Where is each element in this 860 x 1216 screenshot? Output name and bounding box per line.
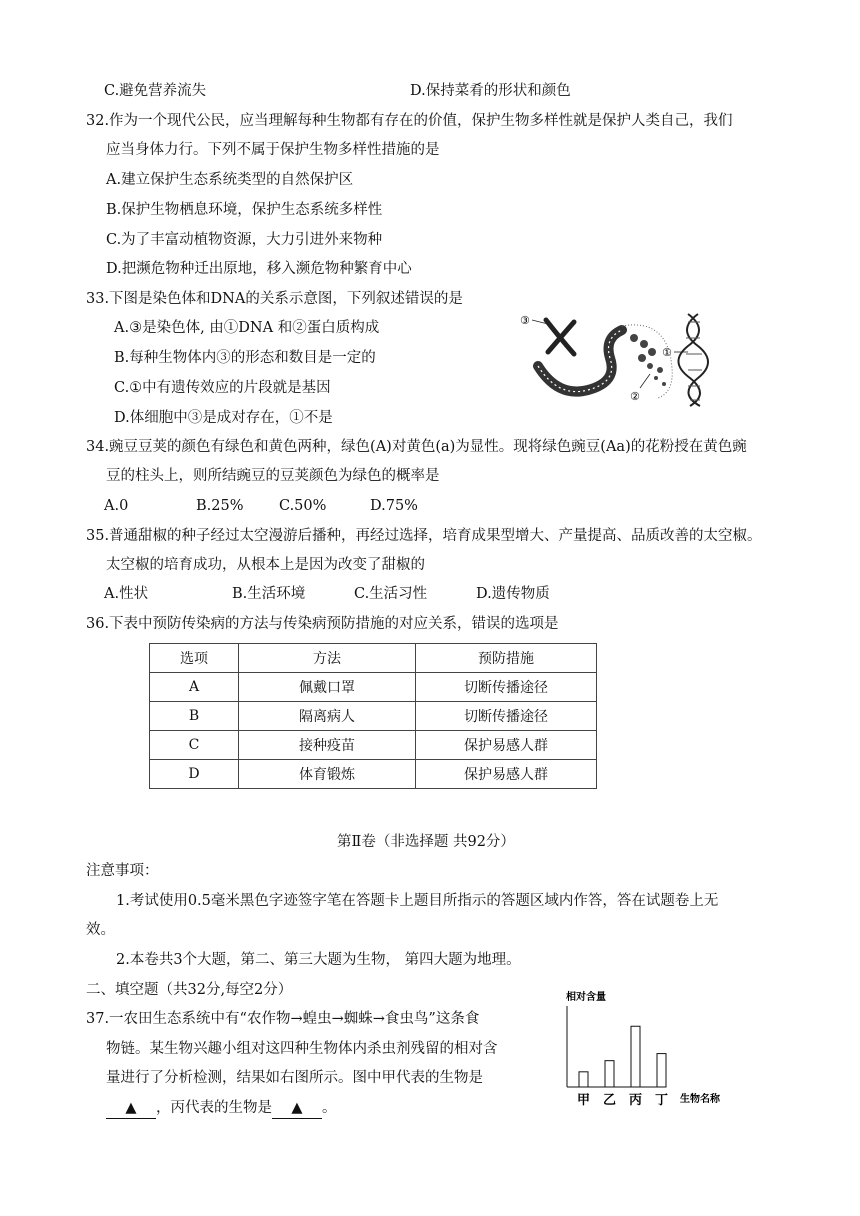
q34-option-a: A.0 [104,498,129,514]
q33-option-b: B.每种生物体内③的形态和数目是一定的 [114,350,376,366]
q37-line-1: 37.一农田生态系统中有“农作物→蝗虫→蜘蛛→食虫鸟”这条食 [86,1011,480,1027]
q32-option-d: D.把濒危物种迁出原地，移入濒危物种繁育中心 [106,261,412,277]
q35-option-b: B.生活环境 [232,586,306,602]
cell-measure: 切断传播途径 [416,673,597,702]
q35-stem-cont: 太空椒的培育成功，从根本上是因为改变了甜椒的 [106,557,425,573]
q31-option-d: D.保持菜肴的形状和颜色 [410,83,571,99]
section-heading: 二、填空题（共32分,每空2分） [86,982,293,998]
q33-stem: 33.下图是染色体和DNA的关系示意图，下列叙述错误的是 [86,291,463,307]
q37-line-3: 量进行了分析检测，结果如右图所示。图中甲代表的生物是 [106,1070,483,1086]
q33-option-c: C.①中有遗传效应的片段就是基因 [114,380,331,396]
cell-method: 接种疫苗 [239,731,416,760]
q34-stem: 34.豌豆豆荚的颜色有绿色和黄色两种，绿色(A)对黄色(a)为显性。现将绿色豌豆(Aa)的花粉授在黄色豌 [86,439,747,455]
cell-method: 隔离病人 [239,702,416,731]
q36-stem: 36.下表中预防传染病的方法与传染病预防措施的对应关系，错误的选项是 [86,616,559,632]
q34-option-d: D.75% [370,498,418,514]
category-label: 丙 [628,1093,643,1108]
cell-method: 佩戴口罩 [239,673,416,702]
fig-label-3: ③ [520,314,530,327]
cell-measure: 保护易感人群 [416,731,597,760]
residue-bar-chart [556,988,736,1112]
cell-option: B [150,702,239,731]
category-label: 丁 [654,1093,669,1108]
col-header-option: 选项 [150,644,239,673]
q37-line-4-text: ，丙代表的生物是 [156,1100,272,1116]
table-row [150,673,597,702]
part2-title: 第Ⅱ卷（非选择题 共92分） [337,834,515,850]
coiled-fiber [538,330,622,392]
table-row [150,760,597,789]
q31-option-c: C.避免营养流失 [104,83,207,99]
q32-option-c: C.为了丰富动植物资源，大力引进外来物种 [106,232,383,248]
chromosome-shape [546,320,574,354]
notice-item-2: 2.本卷共3个大题，第二、第三大题为生物， 第四大题为地理。 [116,952,521,968]
q32-option-b: B.保护生物栖息环境，保护生态系统多样性 [106,202,383,218]
cell-measure: 切断传播途径 [416,702,597,731]
blank-mark-icon: ▲ [291,1100,303,1116]
bar-甲 [579,1072,588,1087]
q35-option-d: D.遗传物质 [476,586,550,602]
fig-label-2: ② [630,390,640,403]
q37-line-4 [106,1098,337,1119]
chart-ylabel: 相对含量 [566,992,606,1003]
bar-丁 [657,1054,666,1087]
table-row [150,702,597,731]
q37-line-2: 物链。某生物兴趣小组对这四种生物体内杀虫剂残留的相对含 [106,1041,498,1057]
dna-helix [678,314,708,406]
q34-option-c: C.50% [279,498,327,514]
cell-method: 体育锻炼 [239,760,416,789]
fig-label-1: ① [662,346,672,359]
notice-heading: 注意事项： [86,863,159,879]
cell-option: A [150,673,239,702]
q34-stem-cont: 豆的柱头上，则所结豌豆的豆荚颜色为绿色的概率是 [106,468,440,484]
col-header-measure: 预防措施 [416,644,597,673]
cell-option: D [150,760,239,789]
q37-line-4-end: 。 [322,1100,337,1116]
table-row [150,731,597,760]
bar-乙 [605,1061,614,1087]
cell-option: C [150,731,239,760]
category-label: 甲 [576,1093,591,1108]
notice-item-1: 1.考试使用0.5毫米黑色字迹签字笔在答题卡上题目所指示的答题区域内作答，答在试题卷上无 [116,893,719,909]
q35-stem: 35.普通甜椒的种子经过太空漫游后播种，再经过选择，培育成果型增大、产量提高、品质改善的太空椒。 [86,528,762,544]
col-header-method: 方法 [239,644,416,673]
notice-item-1-cont: 效。 [86,922,115,938]
answer-blank-1[interactable] [106,1098,156,1119]
chart-xlabel: 生物名称 [680,1094,720,1105]
chromosome-dna-figure [518,308,718,408]
q34-option-b: B.25% [196,498,244,514]
category-label: 乙 [602,1093,617,1108]
chromatin-beads [630,334,666,386]
answer-blank-2[interactable] [272,1098,322,1119]
q35-option-c: C.生活习性 [354,586,428,602]
q32-stem: 32.作为一个现代公民，应当理解每种生物都有存在的价值，保护生物多样性就是保护人类自己，我们 [86,113,733,129]
q32-option-a: A.建立保护生态系统类型的自然保护区 [106,172,354,188]
q33-option-a: A.③是染色体, 由①DNA 和②蛋白质构成 [114,320,380,336]
q32-stem-cont: 应当身体力行。下列不属于保护生物多样性措施的是 [106,142,440,158]
bar-丙 [631,1026,640,1087]
q33-option-d: D.体细胞中③是成对存在，①不是 [114,410,333,426]
blank-mark-icon: ▲ [125,1100,137,1116]
table-header-row [150,644,597,673]
q36-table [149,643,597,789]
q35-option-a: A.性状 [104,586,149,602]
cell-measure: 保护易感人群 [416,760,597,789]
